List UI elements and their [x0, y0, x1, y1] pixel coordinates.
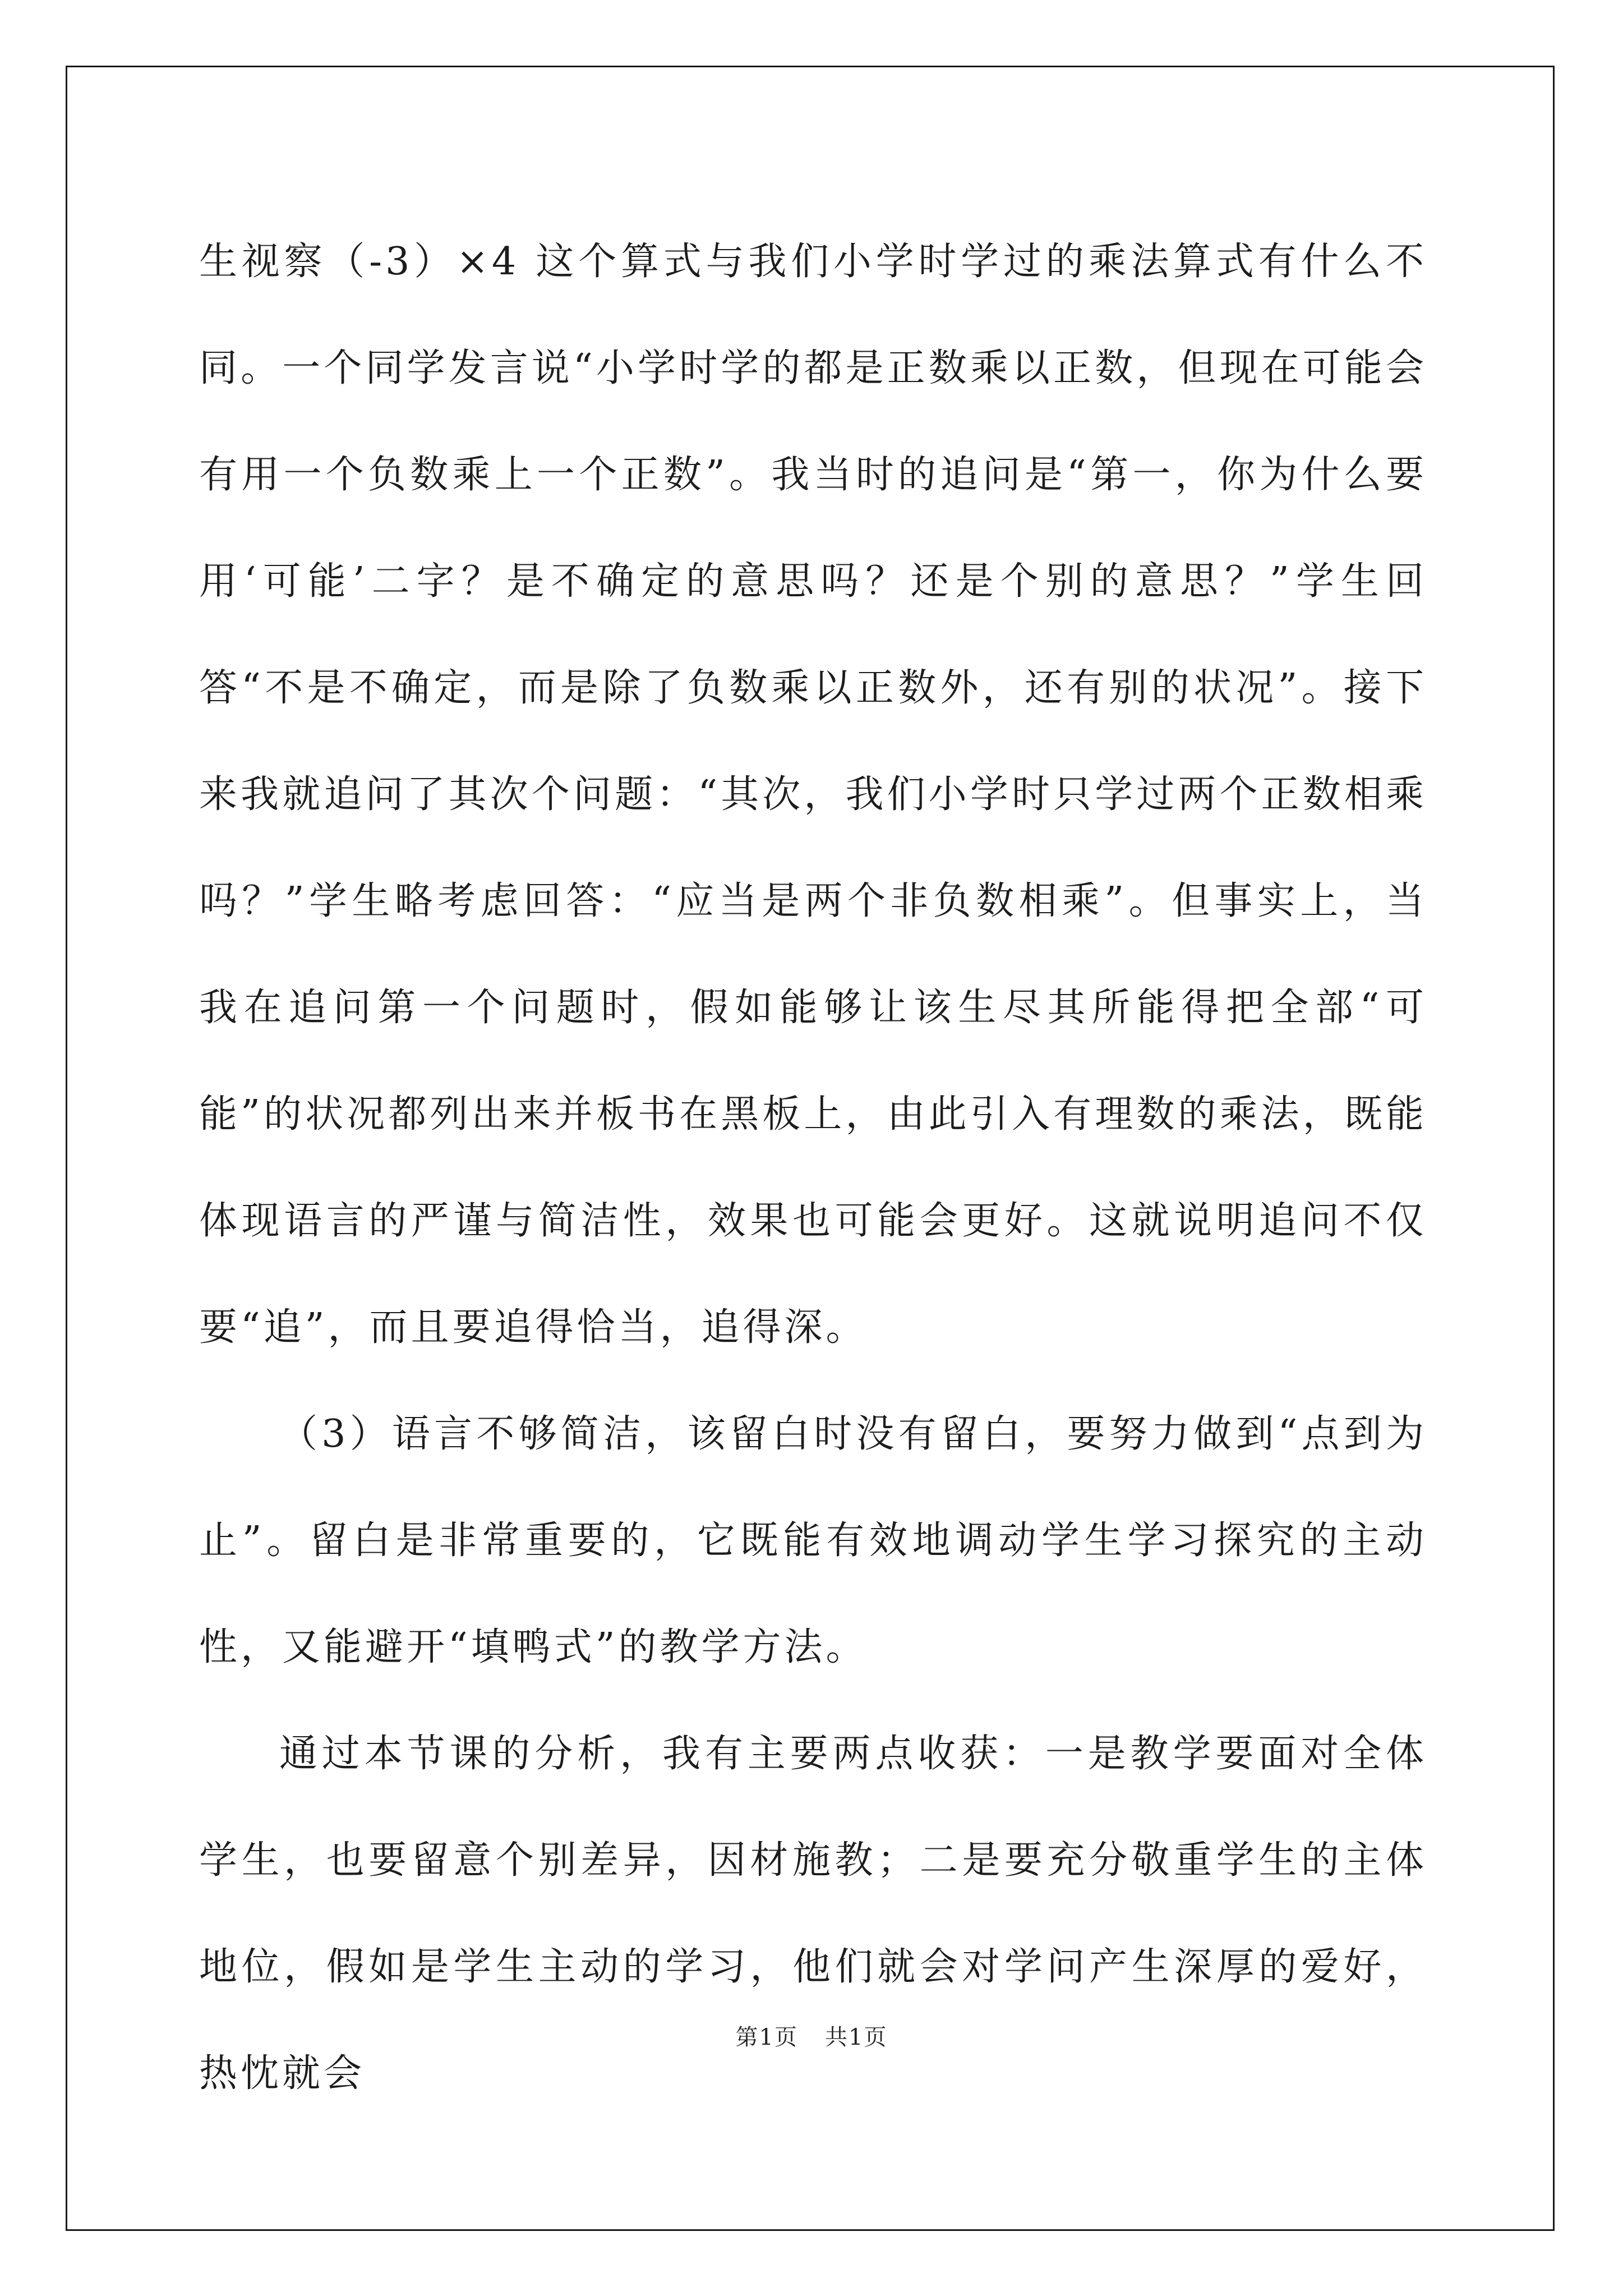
page-number: 第1页	[735, 2024, 798, 2050]
page-footer	[0, 2019, 1623, 2051]
document-body	[199, 209, 1427, 2127]
page-total: 共1页	[825, 2024, 888, 2050]
paragraph-1: 生视察（-3）×4 这个算式与我们小学时学过的乘法算式有什么不同。一个同学发言说“小学时学的都是正数乘以正数，但现在可能会有用一个负数乘上一个正数”。我当时的追问是“第一，你为什么要用‘可能’二字？是不确定的意思吗？还是个别的意思？”学生回答“不是不确定，而是除了负数乘以正数外，还有别的状况”。接下来我就追问了其次个问题：“其次，我们小学时只学过两个正数相乘吗？”学生略考虑回答：“应当是两个非负数相乘”。但事实上，当我在追问第一个问题时，假如能够让该生尽其所能得把全部“可能”的状况都列出来并板书在黑板上，由此引入有理数的乘法，既能体现语言的严谨与简洁性，效果也可能会更好。这就说明追问不仅要“追”，而且要追得恰当，追得深。	[199, 240, 1427, 1350]
paragraph-3: 通过本节课的分析，我有主要两点收获：一是教学要面对全体学生，也要留意个别差异，因材施教；二是要充分敬重学生的主体地位，假如是学生主动的学习，他们就会对学问产生深厚的爱好，热忱就会	[199, 1732, 1427, 2096]
paragraph-2: （3）语言不够简洁，该留白时没有留白，要努力做到“点到为止”。留白是非常重要的，它既能有效地调动学生学习探究的主动性，又能避开“填鸭式”的教学方法。	[199, 1412, 1427, 1669]
